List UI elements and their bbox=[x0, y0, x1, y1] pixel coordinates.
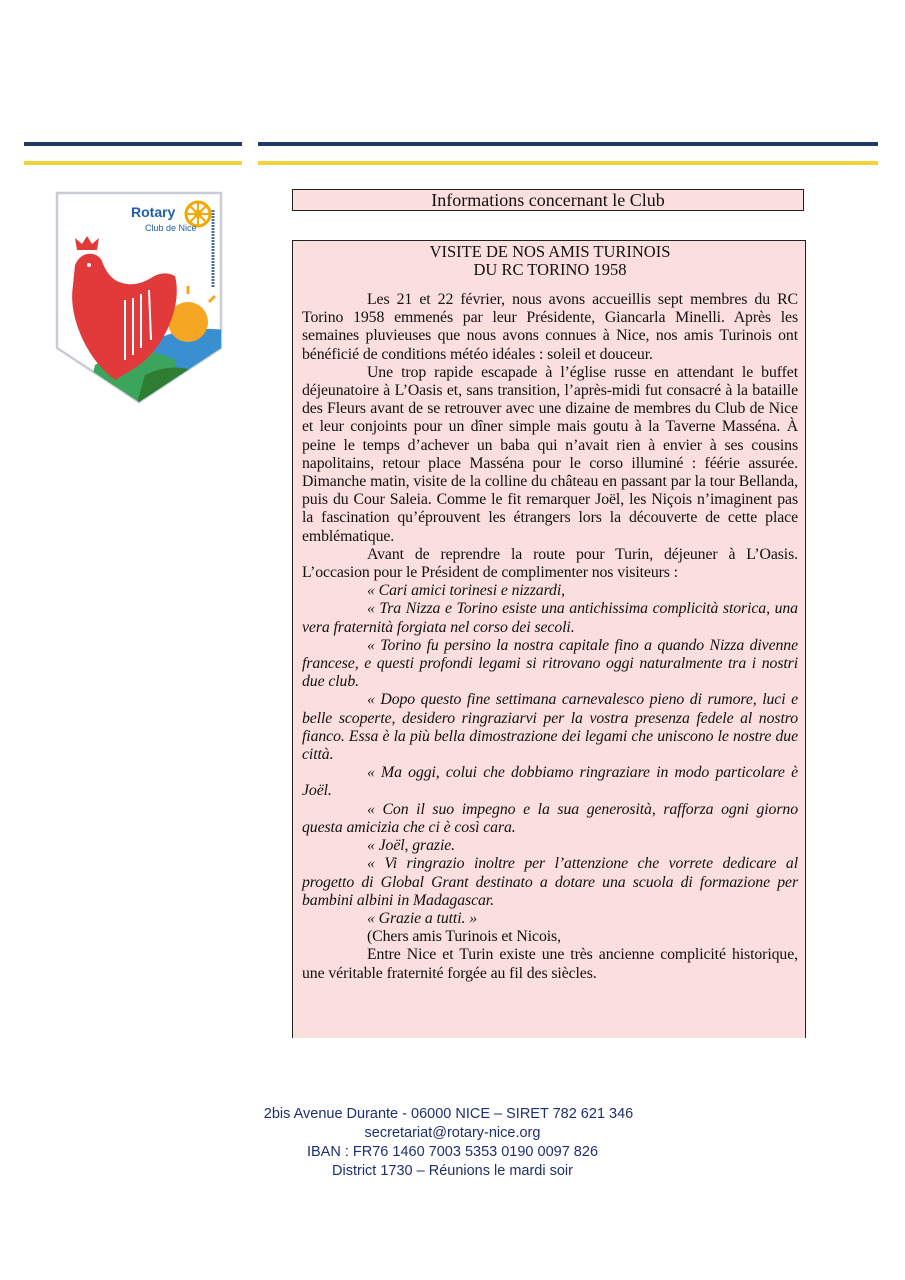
header-rule-right-navy bbox=[258, 142, 878, 146]
footer-address: 2bis Avenue Durante - 06000 NICE – SIRET 782 621 346 bbox=[263, 1106, 634, 1122]
translation-line: (Chers amis Turinois et Nicois, bbox=[367, 928, 561, 946]
logo-brand: Rotary bbox=[131, 204, 176, 220]
article-paragraph: Avant de reprendre la route pour Turin, déjeuner à L’Oasis. L’occasion pour le Président de complimenter nos visiteurs : bbox=[302, 545, 798, 582]
footer-iban: IBAN : FR76 1460 7003 5353 0190 0097 826 bbox=[306, 1144, 599, 1160]
header-rule-right-gold bbox=[258, 161, 878, 165]
quote-line: « Ma oggi, colui che dobbiamo ringraziare in modo particolare è Joël. bbox=[302, 764, 798, 800]
logo-club: Club de Nice bbox=[145, 223, 197, 233]
quote-line: « Dopo questo fine settimana carnevalesco pieno di rumore, luci e belle scoperte, desidero ringraziarvi per la vostra presenza fedele al nostro fianco. Essa è la più bella dimostrazione dei legami che uniscono le nostre due città. bbox=[302, 691, 798, 764]
quote-line: « Con il suo impegno e la sua generosità, rafforza ogni giorno questa amicizia che ci è così cara. bbox=[302, 800, 798, 836]
footer bbox=[0, 1105, 905, 1181]
article-title-line2: DU RC TORINO 1958 bbox=[473, 260, 627, 279]
rotary-club-nice-logo bbox=[55, 190, 223, 405]
header-rule-left-gold bbox=[24, 161, 242, 165]
header-rule-left-navy bbox=[24, 142, 242, 146]
footer-email[interactable]: secretariat@rotary-nice.org bbox=[364, 1125, 541, 1141]
section-title: Informations concernant le Club bbox=[292, 189, 804, 211]
quote-line: « Torino fu persino la nostra capitale fino a quando Nizza divenne francese, e questi profondi legami si ritrovano oggi naturalmente tra i nostri due club. bbox=[302, 636, 798, 691]
quote-line: « Tra Nizza e Torino esiste una antichissima complicità storica, una vera fraternità forgiata nel corso dei secoli. bbox=[302, 600, 798, 636]
translation-line: Entre Nice et Turin existe une très ancienne complicité historique, une véritable fraternité forgée au fil des siècles. bbox=[302, 946, 798, 982]
quote-line: « Vi ringrazio inoltre per l’attenzione che vorrete dedicare al progetto di Global Grant destinato a dotare una scuola di formazione per bambini albini in Madagascar. bbox=[302, 855, 798, 909]
article-paragraph: Une trop rapide escapade à l’église russe en attendant le buffet déjeunatoire à L’Oasis et, sans transition, l’après-midi fut consacré à la bataille des Fleurs avant de se retrouver avec une dizaine de membres du Club de Nice et leur conjoints pour un dîner simple mais goutu à la Taverne Masséna. À peine le temps d’achever un baba qui n’avait rien à envier à ses cousins napolitains, retour place Masséna pour le corso illuminé : féérie assurée. Dimanche matin, visite de la colline du château en passant par la tour Bellanda, puis du Cour Saleia. Comme le fit remarquer Joël, les Niçois n’imaginent pas la fascination qu’éprouvent les étrangers lors la découverte de cette place emblématique. bbox=[302, 363, 798, 545]
quote-line: « Cari amici torinesi e nizzardi, bbox=[367, 582, 565, 600]
article-title-line1: VISITE DE NOS AMIS TURINOIS bbox=[429, 242, 671, 261]
quote-line: « Joël, grazie. bbox=[367, 837, 455, 855]
quote-line: « Grazie a tutti. » bbox=[367, 909, 477, 927]
footer-district: District 1730 – Réunions le mardi soir bbox=[332, 1163, 573, 1179]
article-paragraph: Les 21 et 22 février, nous avons accueillis sept membres du RC Torino 1958 emmenés par leur Présidente, Giancarla Minelli. Après les semaines pluvieuses que nous avons connues à Nice, nos amis Turinois ont bénéficié de conditions météo idéales : soleil et douceur. bbox=[302, 291, 798, 363]
article-box bbox=[292, 240, 806, 1038]
